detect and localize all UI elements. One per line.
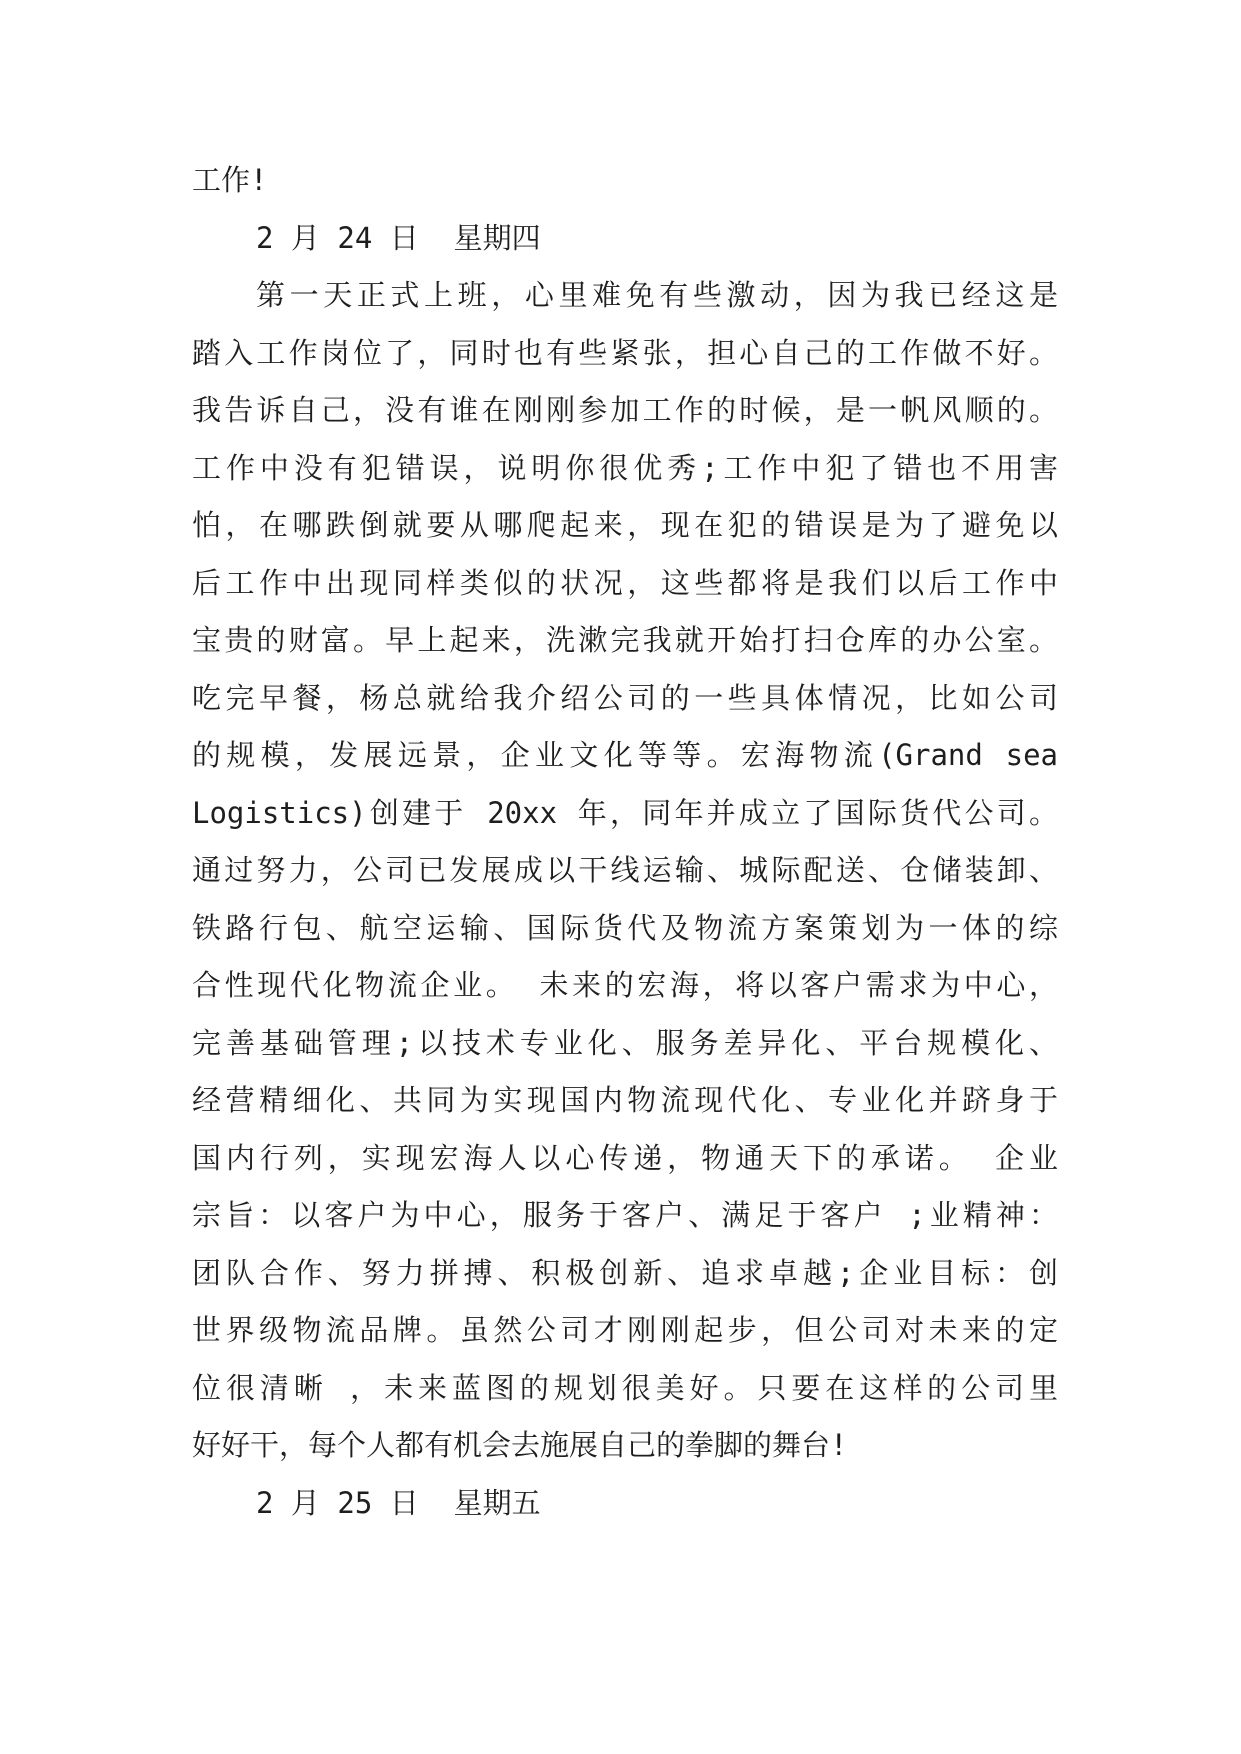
date-heading-feb-25: 2 月 25 日 星期五 <box>256 1485 541 1520</box>
paragraph-line: 工作中没有犯错误，说明你很优秀;工作中犯了错也不用害 <box>192 450 1058 485</box>
paragraph-line: 宗旨：以客户为中心，服务于客户、满足于客户 ;业精神： <box>192 1198 1058 1232</box>
paragraph-line: 怕，在哪跌倒就要从哪爬起来，现在犯的错误是为了避免以 <box>192 508 1058 542</box>
paragraph-line: 第一天正式上班，心里难免有些激动，因为我已经这是 <box>256 278 1058 312</box>
paragraph-line: 合性现代化物流企业。 未来的宏海，将以客户需求为中心， <box>192 968 1058 1002</box>
paragraph-line: 团队合作、努力拼搏、积极创新、追求卓越;企业目标：创 <box>192 1255 1058 1290</box>
paragraph-line: 我告诉自己，没有谁在刚刚参加工作的时候，是一帆风顺的。 <box>192 393 1058 427</box>
paragraph-line: 踏入工作岗位了，同时也有些紧张，担心自己的工作做不好。 <box>192 335 1058 370</box>
paragraph-line: 吃完早餐，杨总就给我介绍公司的一些具体情况，比如公司 <box>192 680 1058 715</box>
paragraph-line: Logistics)创建于 20xx 年，同年并成立了国际货代公司。 <box>192 795 1058 830</box>
paragraph-last-line: 好好干，每个人都有机会去施展自己的拳脚的舞台! <box>192 1428 848 1462</box>
date-heading-feb-24: 2 月 24 日 星期四 <box>256 220 541 255</box>
paragraph-line: 位很清晰 ，未来蓝图的规划很美好。只要在这样的公司里 <box>192 1370 1058 1405</box>
paragraph-line: 铁路行包、航空运输、国际货代及物流方案策划为一体的综 <box>192 910 1058 945</box>
paragraph-line: 的规模，发展远景，企业文化等等。宏海物流(Grand sea <box>192 738 1058 772</box>
document-body <box>192 152 1058 1532</box>
paragraph-line: 世界级物流品牌。虽然公司才刚刚起步，但公司对未来的定 <box>192 1313 1058 1347</box>
paragraph-line: 完善基础管理;以技术专业化、服务差异化、平台规模化、 <box>192 1025 1058 1060</box>
paragraph-line: 宝贵的财富。早上起来，洗漱完我就开始打扫仓库的办公室。 <box>192 623 1058 657</box>
paragraph-line: 国内行列，实现宏海人以心传递，物通天下的承诺。 企业 <box>192 1140 1058 1175</box>
opening-line: 工作! <box>192 163 268 197</box>
paragraph-line: 通过努力，公司已发展成以干线运输、城际配送、仓储装卸、 <box>192 853 1058 887</box>
paragraph-line: 经营精细化、共同为实现国内物流现代化、专业化并跻身于 <box>192 1083 1058 1117</box>
paragraph-line: 后工作中出现同样类似的状况，这些都将是我们以后工作中 <box>192 565 1058 600</box>
